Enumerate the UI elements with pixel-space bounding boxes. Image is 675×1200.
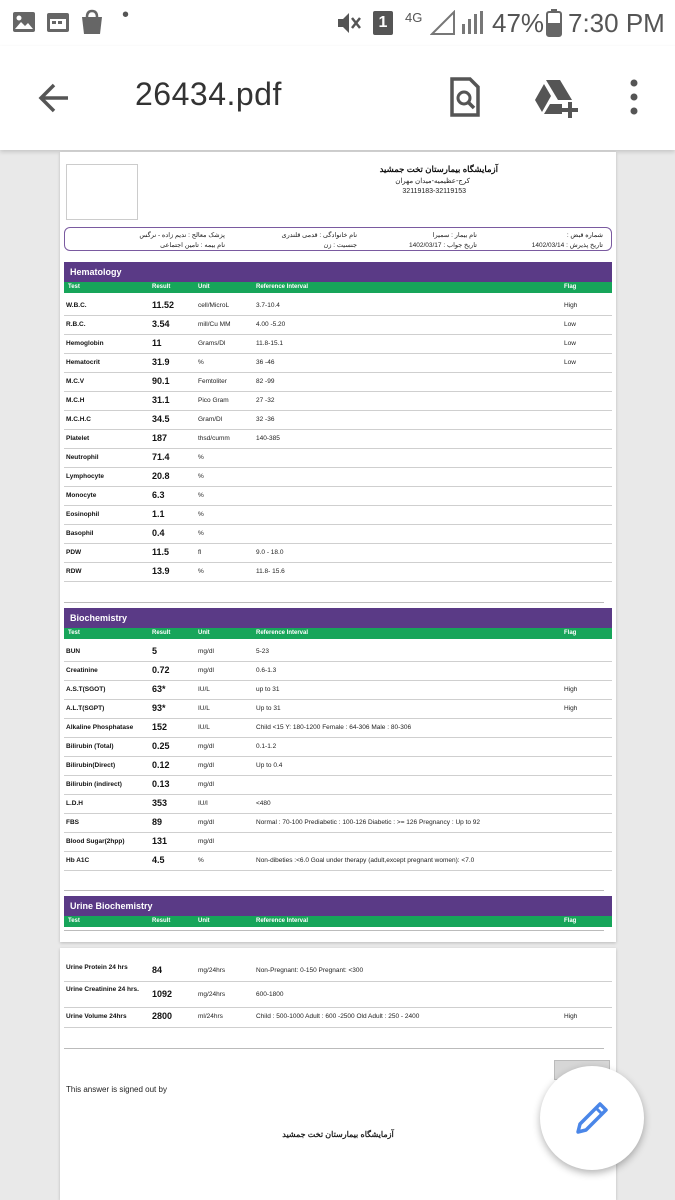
test-unit: mg/dl [198, 838, 214, 845]
table-row [64, 354, 612, 373]
test-result: 4.5 [152, 855, 165, 865]
section-divider [64, 602, 604, 603]
table-row [64, 335, 612, 354]
test-unit: ml/24hrs [198, 1013, 223, 1020]
test-name: W.B.C. [66, 302, 87, 309]
col-result: Result [152, 284, 171, 290]
more-vert-icon[interactable] [624, 76, 644, 118]
table-row [64, 468, 612, 487]
test-unit: mg/24hrs [198, 991, 226, 998]
receipt-no: شماره قبض : [566, 232, 603, 239]
table-row [64, 1008, 612, 1028]
test-name: Bilirubin (Total) [66, 743, 114, 750]
test-unit: mg/24hrs [198, 967, 226, 974]
pdf-page-1 [60, 152, 616, 942]
table-row [64, 700, 612, 719]
test-unit: % [198, 473, 204, 480]
table-row [64, 757, 612, 776]
reference-interval: 11.8- 15.6 [256, 568, 285, 575]
test-result: 152 [152, 722, 168, 732]
battery-percent: 47% [492, 8, 545, 38]
test-result: 90.1 [152, 376, 170, 386]
test-unit: Grams/Dl [198, 340, 226, 347]
table-row [64, 795, 612, 814]
test-result: 20.8 [152, 471, 170, 481]
test-unit: mg/dl [198, 762, 214, 769]
patient-info-box [64, 227, 612, 251]
test-unit: mg/dl [198, 743, 214, 750]
test-name: Hb A1C [66, 857, 90, 864]
test-name: FBS [66, 819, 79, 826]
lab-address: کرج-عظیمیه-میدان مهران [395, 178, 470, 185]
reference-interval: Normal : 70-100 Prediabetic : 100-126 Diabetic : >= 126 Pregnancy : Up to 92 [256, 819, 481, 826]
section-divider [64, 930, 604, 931]
signal-icon [430, 10, 486, 36]
test-unit: % [198, 492, 204, 499]
table-row [64, 506, 612, 525]
reference-interval: up to 31 [256, 686, 280, 693]
col-unit: Unit [198, 284, 210, 290]
edit-fab-button[interactable] [540, 1066, 644, 1170]
urine-column-header [64, 916, 612, 927]
reference-interval: <480 [256, 800, 271, 807]
flag: High [564, 1013, 578, 1020]
lab-phone: 32119183-32119153 [402, 188, 466, 195]
table-row [64, 776, 612, 795]
test-result: 11.52 [152, 300, 175, 310]
image-icon [12, 11, 36, 33]
test-name: Creatinine [66, 667, 98, 674]
flag: High [564, 302, 578, 309]
table-row [64, 411, 612, 430]
test-result: 31.1 [152, 395, 170, 405]
test-result: 187 [152, 433, 168, 443]
table-row [64, 852, 612, 871]
mute-icon [336, 11, 362, 35]
test-unit: % [198, 454, 204, 461]
test-name: Hemoglobin [66, 340, 104, 347]
urine-header: Urine Biochemistry [64, 896, 612, 916]
test-name: Bilirubin(Direct) [66, 762, 116, 769]
network-type: 4G [405, 10, 423, 25]
test-name: RDW [66, 568, 82, 575]
test-name: Neutrophil [66, 454, 99, 461]
table-row [64, 833, 612, 852]
test-name: M.C.H [66, 397, 85, 404]
calendar-icon [46, 11, 70, 33]
family-name: نام خانوادگی : قدمی قلندری [281, 232, 357, 239]
col-result: Result [152, 630, 171, 636]
test-result: 0.4 [152, 528, 165, 538]
test-name: BUN [66, 648, 81, 655]
reference-interval: 32 -36 [256, 416, 275, 423]
test-name: Basophil [66, 530, 94, 537]
test-name: Lymphocyte [66, 473, 105, 480]
table-row [64, 544, 612, 563]
table-row [64, 525, 612, 544]
doctor-name: پزشک معالج : ندیم زاده - نرگس [139, 232, 225, 239]
table-row [64, 982, 612, 1008]
test-name: Blood Sugar(2hpp) [66, 838, 125, 845]
test-result: 13.9 [152, 566, 170, 576]
test-result: 353 [152, 798, 168, 808]
flag: High [564, 686, 578, 693]
reference-interval: 4.00 -5.20 [256, 321, 286, 328]
col-result: Result [152, 918, 171, 924]
test-result: 3.54 [152, 319, 170, 329]
col-unit: Unit [198, 630, 210, 636]
pdf-page-2 [60, 948, 616, 1200]
test-result: 89 [152, 817, 163, 827]
test-result: 34.5 [152, 414, 170, 424]
table-row [64, 373, 612, 392]
col-test: Test [68, 284, 80, 290]
test-name: L.D.H [66, 800, 83, 807]
lab-title: آزمایشگاه بیمارستان تخت جمشید [379, 164, 498, 174]
test-unit: mg/dl [198, 667, 214, 674]
reference-interval: Up to 31 [256, 705, 281, 712]
test-name: Bilirubin (indirect) [66, 781, 122, 788]
reference-interval: 9.0 - 18.0 [256, 549, 284, 556]
table-row [64, 738, 612, 757]
test-unit: mg/dl [198, 819, 214, 826]
test-unit: % [198, 568, 204, 575]
section-divider [64, 890, 604, 891]
reference-interval: 0.1-1.2 [256, 743, 277, 750]
answer-date: تاریخ جواب : 1402/03/17 [408, 242, 477, 249]
section-divider [64, 1048, 604, 1049]
test-name: M.C.H.C [66, 416, 91, 423]
col-test: Test [68, 918, 80, 924]
test-result: 93* [152, 703, 166, 713]
table-row [64, 487, 612, 506]
app-bar [0, 46, 675, 150]
table-row [64, 563, 612, 582]
add-to-drive-icon[interactable] [532, 76, 580, 118]
admission-date: تاریخ پذیرش : 1402/03/14 [531, 242, 603, 249]
test-name: Alkaline Phosphatase [66, 724, 134, 731]
test-name: Monocyte [66, 492, 97, 499]
test-unit: fl [198, 549, 202, 556]
test-result: 0.25 [152, 741, 170, 751]
table-row [64, 719, 612, 738]
col-ref: Reference Interval [256, 284, 309, 290]
search-document-icon[interactable] [444, 76, 486, 118]
test-name: PDW [66, 549, 82, 556]
table-row [64, 681, 612, 700]
reference-interval: Up to 0.4 [256, 762, 283, 769]
col-ref: Reference Interval [256, 630, 309, 636]
test-result: 1092 [152, 989, 173, 999]
table-row [64, 960, 612, 982]
table-row [64, 316, 612, 335]
test-unit: Femtoliter [198, 378, 227, 385]
biochemistry-column-header [64, 628, 612, 639]
col-flag: Flag [564, 284, 577, 290]
test-unit: Pico Gram [198, 397, 229, 404]
test-name: A.S.T(SGOT) [66, 686, 106, 693]
test-unit: % [198, 530, 204, 537]
test-unit: IU/L [198, 686, 210, 693]
reference-interval: 27 -32 [256, 397, 275, 404]
flag: Low [564, 359, 576, 366]
table-row [64, 449, 612, 468]
test-result: 11.5 [152, 547, 170, 557]
reference-interval: 0.6-1.3 [256, 667, 277, 674]
test-unit: cell/MicroL [198, 302, 230, 309]
test-unit: mg/dl [198, 648, 214, 655]
table-row [64, 814, 612, 833]
notification-dot: • [122, 4, 130, 26]
lab-logo-placeholder [66, 164, 138, 220]
col-unit: Unit [198, 918, 210, 924]
flag: Low [564, 340, 576, 347]
status-bar [0, 0, 675, 46]
test-name: A.L.T(SGPT) [66, 705, 105, 712]
sim-icon: 1 [373, 11, 393, 35]
table-row [64, 297, 612, 316]
insurance: نام بیمه : تامین اجتماعی [160, 242, 225, 249]
test-name: R.B.C. [66, 321, 86, 328]
reference-interval: Child <15 Y: 180-1200 Female : 64-306 Male : 80-306 [256, 724, 412, 731]
test-result: 71.4 [152, 452, 170, 462]
test-unit: Gram/Dl [198, 416, 223, 423]
test-unit: IU/l [198, 800, 208, 807]
patient-name: نام بیمار : سمیرا [432, 232, 477, 239]
reference-interval: 3.7-10.4 [256, 302, 280, 309]
clock: 7:30 PM [568, 8, 665, 38]
test-name: Platelet [66, 435, 90, 442]
test-unit: % [198, 857, 204, 864]
test-result: 2800 [152, 1011, 173, 1021]
test-result: 0.72 [152, 665, 170, 675]
test-name: Urine Creatinine 24 hrs. [66, 986, 139, 993]
test-name: Hematocrit [66, 359, 100, 366]
test-name: Urine Volume 24hrs [66, 1013, 127, 1020]
table-row [64, 643, 612, 662]
document-title: 26434.pdf [135, 76, 282, 112]
back-arrow-icon[interactable] [34, 78, 74, 118]
test-result: 84 [152, 965, 163, 975]
table-row [64, 430, 612, 449]
test-result: 0.12 [152, 760, 170, 770]
table-row [64, 392, 612, 411]
reference-interval: Non-dibeties :<6.0 Goal under therapy (adult,except pregnant women): <7.0 [256, 857, 475, 864]
col-flag: Flag [564, 918, 577, 924]
reference-interval: Child : 500-1000 Adult : 600 -2500 Old Adult : 250 - 2400 [256, 1013, 420, 1020]
test-result: 1.1 [152, 509, 165, 519]
test-result: 63* [152, 684, 166, 694]
gender: جنسیت : زن [323, 242, 357, 249]
signature-lab-name: آزمایشگاه بیمارستان تخت جمشید [282, 1130, 394, 1139]
signed-out-text: This answer is signed out by [66, 1085, 167, 1094]
test-result: 0.13 [152, 779, 170, 789]
test-unit: % [198, 511, 204, 518]
test-unit: % [198, 359, 204, 366]
test-name: Eosinophil [66, 511, 100, 518]
reference-interval: 5-23 [256, 648, 270, 655]
reference-interval: 140-385 [256, 435, 280, 442]
test-result: 6.3 [152, 490, 165, 500]
shopping-bag-icon [80, 9, 104, 35]
test-unit: IU/L [198, 705, 210, 712]
col-flag: Flag [564, 630, 577, 636]
reference-interval: Non-Pregnant: 0-150 Pregnant: <300 [256, 967, 364, 974]
test-unit: IU/L [198, 724, 210, 731]
test-result: 11 [152, 338, 162, 348]
reference-interval: 36 -46 [256, 359, 275, 366]
reference-interval: 600-1800 [256, 991, 284, 998]
test-name: M.C.V [66, 378, 85, 385]
col-test: Test [68, 630, 80, 636]
flag: Low [564, 321, 576, 328]
flag: High [564, 705, 578, 712]
reference-interval: 82 -99 [256, 378, 275, 385]
battery-icon [546, 9, 562, 37]
test-result: 5 [152, 646, 158, 656]
hematology-header: Hematology [64, 262, 612, 282]
table-row [64, 662, 612, 681]
reference-interval: 11.8-15.1 [256, 340, 283, 347]
edit-pencil-icon [572, 1098, 612, 1138]
test-result: 131 [152, 836, 168, 846]
test-unit: mill/Cu MM [198, 321, 231, 328]
hematology-column-header [64, 282, 612, 293]
col-ref: Reference Interval [256, 918, 309, 924]
biochemistry-header: Biochemistry [64, 608, 612, 628]
test-result: 31.9 [152, 357, 170, 367]
test-unit: mg/dl [198, 781, 214, 788]
test-name: Urine Protein 24 hrs [66, 964, 128, 971]
test-unit: thsd/cumm [198, 435, 230, 442]
